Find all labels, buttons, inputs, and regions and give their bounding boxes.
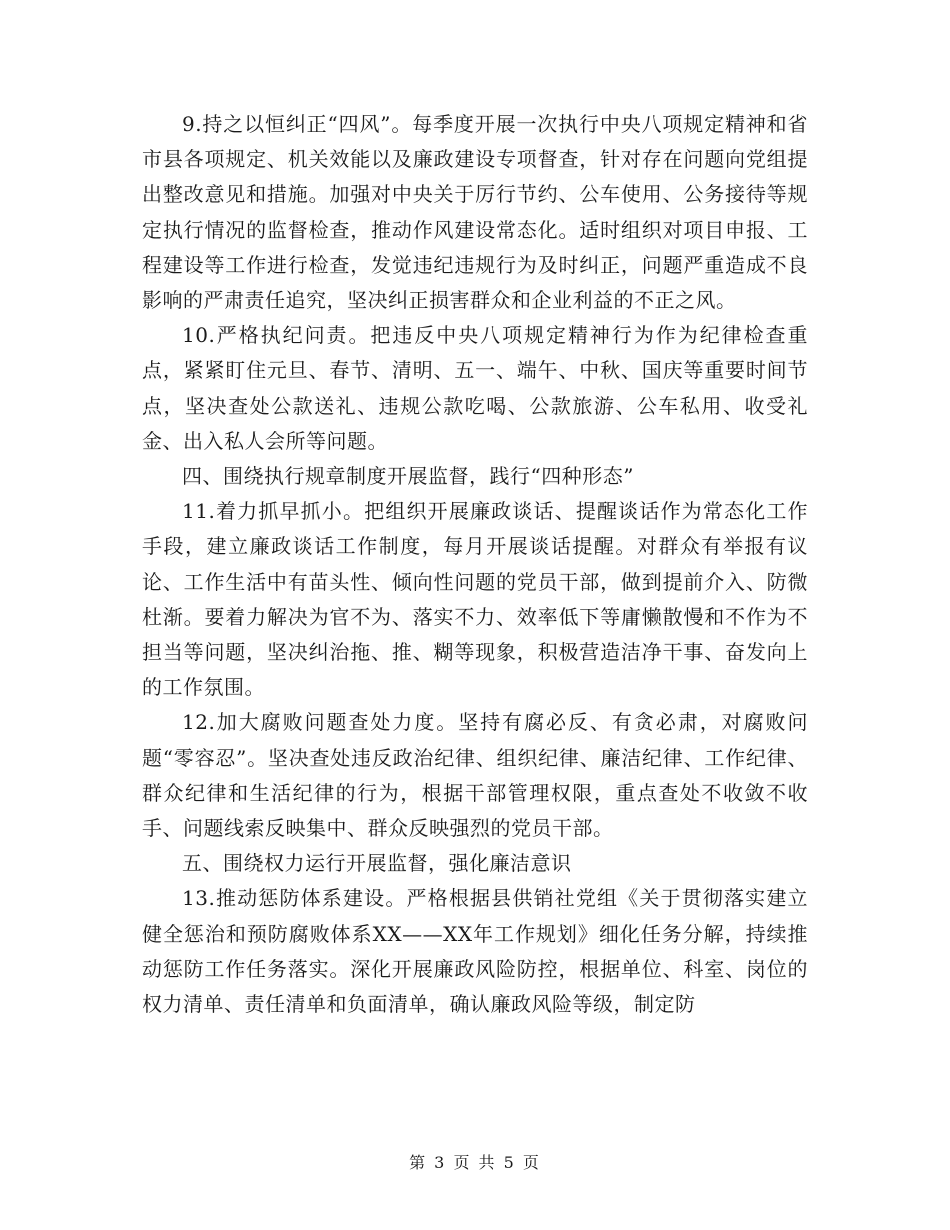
page-footer: 第 3 页 共 5 页 <box>409 1153 541 1172</box>
paragraph-item-11: 11.着力抓早抓小。把组织开展廉政谈话、提醒谈话作为常态化工作手段，建立廉政谈话工作制度，每月开展谈话提醒。对群众有举报有议论、工作生活中有苗头性、倾向性问题的党员干部，做到提前介入、防微杜渐。要着力解决为官不为、落实不力、效率低下等庸懒散慢和不作为不担当等问题，坚决纠治拖、推、糊等现象，积极营造洁净干事、奋发向上的工作氛围。 <box>142 499 808 700</box>
paragraph-item-9: 9.持之以恒纠正“四风”。每季度开展一次执行中央八项规定精神和省市县各项规定、机关效能以及廉政建设专项督查，针对存在问题向党组提出整改意见和措施。加强对中央关于厉行节约、公车使用、公务接待等规定执行情况的监督检查，推动作风建设常态化。适时组织对项目申报、工程建设等工作进行检查，发觉违纪违规行为及时纠正，问题严重造成不良影响的严肃责任追究，坚决纠正损害群众和企业利益的不正之风。 <box>142 112 808 313</box>
paragraph-item-13: 13.推动惩防体系建设。严格根据县供销社党组《关于贯彻落实建立健全惩治和预防腐败体系XX——XX年工作规划》细化任务分解，持续推动惩防工作任务落实。深化开展廉政风险防控，根据单位、科室、岗位的权力清单、责任清单和负面清单，确认廉政风险等级，制定防 <box>142 886 808 1017</box>
section-heading-5: 五、围绕权力运行开展监督，强化廉洁意识 <box>182 851 572 876</box>
document-body <box>142 107 808 1022</box>
section-heading-4: 四、围绕执行规章制度开展监督，践行“四种形态” <box>182 464 634 489</box>
paragraph-item-10: 10.严格执纪问责。把违反中央八项规定精神行为作为纪律检查重点，紧紧盯住元旦、春节、清明、五一、端午、中秋、国庆等重要时间节点，坚决查处公款送礼、违规公款吃喝、公款旅游、公车私用、收受礼金、出入私人会所等问题。 <box>142 323 808 453</box>
paragraph-item-12: 12.加大腐败问题查处力度。坚持有腐必反、有贪必肃，对腐败问题“零容忍”。坚决查处违反政治纪律、组织纪律、廉洁纪律、工作纪律、群众纪律和生活纪律的行为，根据干部管理权限，重点查处不收敛不收手、问题线索反映集中、群众反映强烈的党员干部。 <box>142 710 808 841</box>
